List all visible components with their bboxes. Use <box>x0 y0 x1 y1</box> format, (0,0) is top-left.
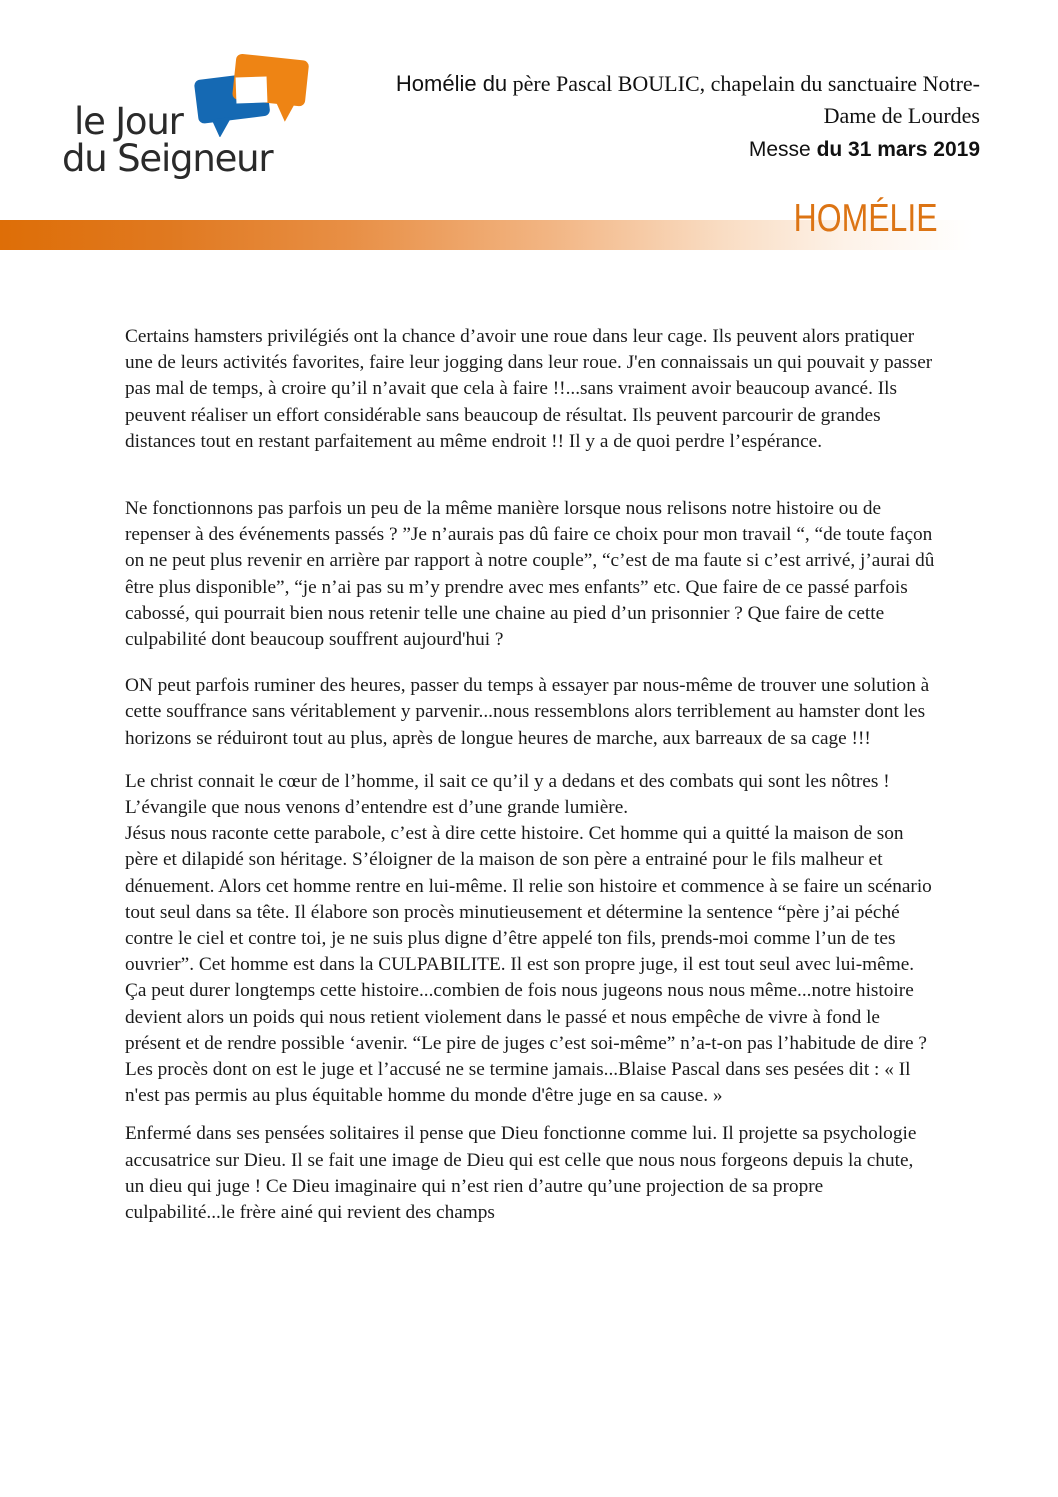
logo-wordmark <box>62 100 273 180</box>
logo-line-1: le Jour <box>74 100 183 143</box>
messe-label: Messe <box>748 138 817 161</box>
paragraph-1: Certains hamsters privilégiés ont la chance d’avoir une roue dans leur cage. Ils peuvent alors pratiquer une de leurs activités favorites, faire leur jogging dans leur roue. J'en connaissais un qui pouvait y passer pas mal de temps, à croire qu’il n’avait que cela à faire !!...sans vraiment avoir beaucoup avancé. Ils peuvent réaliser un effort considérable sans beaucoup de résultat. Ils peuvent parcourir de grandes distances tout en restant parfaitement au même endroit !! Il y a de quoi perdre l’espérance. <box>125 326 933 452</box>
logo-line-2: du Seigneur <box>62 137 273 180</box>
paragraph-3: ON peut parfois ruminer des heures, passer du temps à essayer par nous-même de trouver une solution à cette souffrance sans véritablement y parvenir...nous ressemblons alors terriblement au hamster dont les horizons se réduiront tout au plus, après de longue heures de marche, aux barreaux de sa cage !!! <box>125 675 930 749</box>
paragraph-2: Ne fonctionnons pas parfois un peu de la même manière lorsque nous relisons notre histoire ou de repenser à des événements passés ? ”Je n’aurais pas dû faire ce choix pour mon travail “, “de toute façon on ne peut plus revenir en arrière par rapport à notre couple”, “c’est de ma faute si c’est arrivé, j’aurai dû être plus disponible”, “je n’ai pas su m’y prendre avec mes enfants” etc. Que faire de ce passé parfois cabossé, qui pourrait bien nous retenir telle une chaine au pied d’un prisonnier ? Que faire de cette culpabilité dont beaucoup souffrent aujourd'hui ? <box>125 498 935 651</box>
section-title: HOMÉLIE <box>794 197 938 240</box>
messe-date: du 31 mars 2019 <box>816 138 980 161</box>
paragraph-4: Le christ connait le cœur de l’homme, il sait ce qu’il y a dedans et des combats qui sont les nôtres ! L’évangile que nous venons d’entendre est d’une grande lumière. <box>125 770 890 819</box>
paragraph-6: Enfermé dans ses pensées solitaires il pense que Dieu fonctionne comme lui. Il projette sa psychologie accusatrice sur Dieu. Il se fait une image de Dieu qui est celle que nous nous forgeons depuis la chute, un dieu qui juge ! Ce Dieu imaginaire qui n’est rien d’autre qu’une projection de sa propre culpabilité...le frère ainé qui revient des champs <box>125 1123 917 1224</box>
header-title <box>360 68 980 132</box>
header-title-line2: Dame de Lourdes <box>823 103 980 128</box>
document-header <box>360 68 980 165</box>
homily-body <box>125 324 937 1226</box>
paragraph-5: Jésus nous raconte cette parabole, c’est à dire cette histoire. Cet homme qui a quitté la maison de son père et dilapidé son héritage. S’éloigner de la maison de son père a entrainé pour le fils malheur et dénuement. Alors cet homme rentre en lui-même. Il relie son histoire et commence à se faire un scénario tout seul dans sa tête. Il élabore son procès minutieusement et détermine la sentence “père j’ai péché contre le ciel et contre toi, je ne suis plus digne d’être appelé ton fils, prends-moi comme l’un de tes ouvrier”. Cet homme est dans la CULPABILITE. Il est son propre juge, il est tout seul avec lui-même. Ça peut durer longtemps cette histoire...combien de fois nous jugeons nous nous même...notre histoire devient alors un poids qui nous retient violement dans le passé et nous empêche de vivre à fond le présent et de rendre possible ‘avenir. “Le pire de juges c’est soi-même” n’a-t-on pas l’habitude de dire ? Les procès dont on est le juge et l’accusé ne se termine jamais...Blaise Pascal dans ses pesées dit : « Il n'est pas permis au plus équitable homme du monde d'être juge en sa cause. » <box>125 823 932 1107</box>
header-title-sans-segment: Homélie du <box>395 71 508 96</box>
header-title-serif-segment: père Pascal BOULIC, chapelain du sanctuaire Notre- <box>507 71 980 96</box>
messe-date-line <box>360 135 980 165</box>
